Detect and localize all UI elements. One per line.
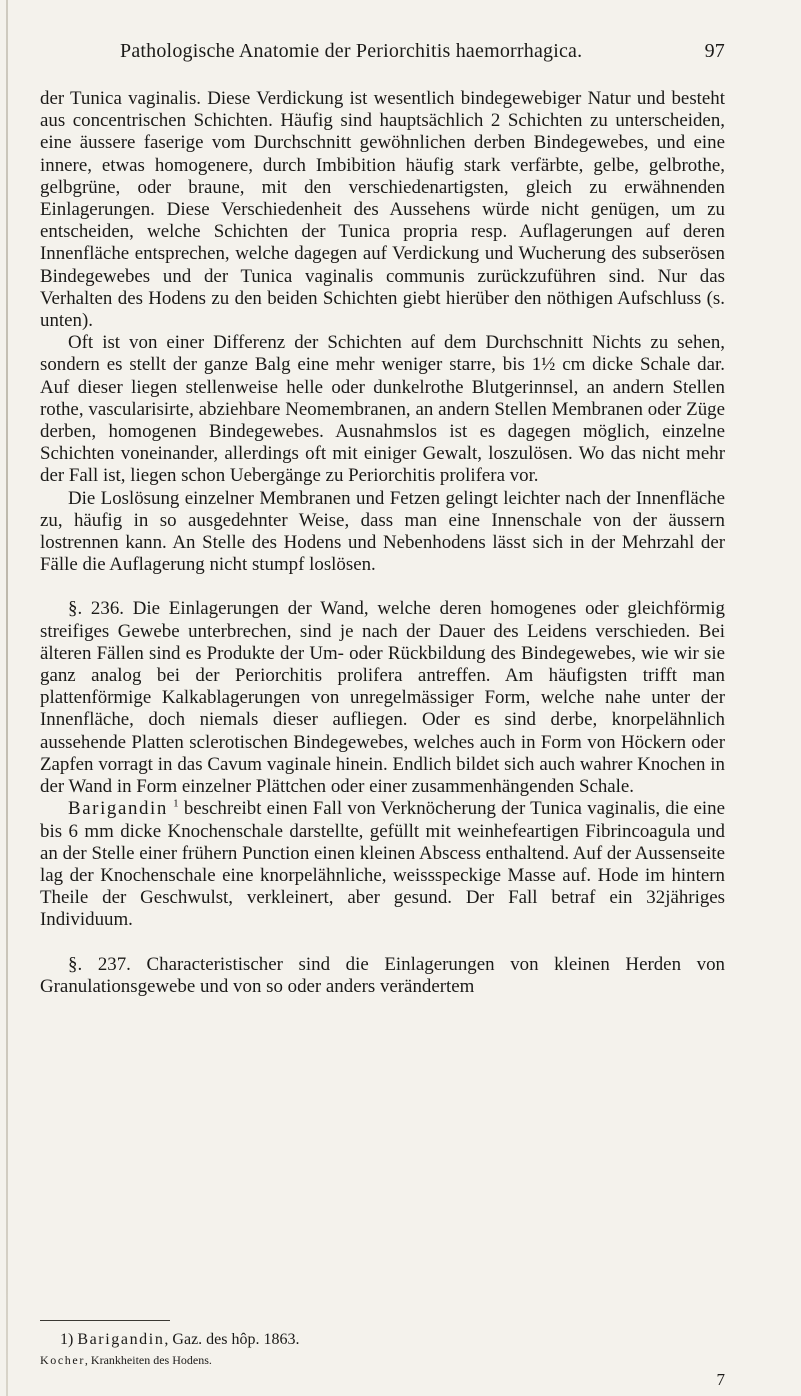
paragraph-2: Oft ist von einer Differenz der Schichten auf dem Durchschnitt Nichts zu sehen, sondern es stellt der ganze Balg eine mehr weniger starre, bis 1½ cm dicke Schale dar. Auf dieser liegen stellenweise helle oder dunkelrothe Blutgerinnsel, an andern Stellen rothe, vascularisirte, abziehbare Neomembranen, an andern Stellen Membranen oder Züge derben, homogenen Bindegewebes. Ausnahmslos ist es dagegen möglich, einzelne Schichten voneinander, allerdings oft mit einiger Gewalt, loszulösen. Wo das nicht mehr der Fall ist, liegen schon Uebergänge zu Periorchitis prolifera vor. xyxy=(40,332,725,487)
page-number: 97 xyxy=(704,40,725,62)
page-edge-shadow xyxy=(6,0,8,1396)
source-author: Kocher xyxy=(40,1353,85,1367)
footnote-citation: , Gaz. des hôp. 1863. xyxy=(164,1331,300,1348)
signature-mark: 7 xyxy=(716,1370,725,1389)
footnote-marker: 1) xyxy=(60,1331,74,1348)
footnote-author: Barigandin xyxy=(77,1331,165,1348)
paragraph-section-236: §. 236. Die Einlagerungen der Wand, welche deren homogenes oder gleichförmig streifiges Gewebe unterbrechen, sind je nach der Dauer des Leidens verschieden. Bei älteren Fällen sind es Produkte der Um- oder Rückbildung des Bindegewebes, wie wir sie ganz analog bei der Periorchitis prolifera antreffen. Am häufigsten trifft man plattenförmige Kalkablagerungen von unregelmässiger Form, welche nahe unter der Innenfläche, doch niemals dieser aufliegen. Oder es sind derbe, knorpelähnlich aussehende Platten sclerotischen Bindegewebes, welches auch in Form von Höckern oder Zapfen vorragt in das Cavum vaginale hinein. Endlich bildet sich auch wahrer Knochen in der Wand in Form einzelner Plättchen oder einer zusammenhängenden Schale. xyxy=(40,598,725,798)
author-name: Barigandin xyxy=(68,798,168,820)
paragraph-barigandin-text: beschreibt einen Fall von Verknöcherung der Tunica vaginalis, die eine bis 6 mm dicke Knochenschale darstellte, gefüllt mit weinhefeartigen Fibrincoagula und an der Stelle einer frühern Punction einen kleinen Abscess enthaltend. Auf der Aussenseite lag der Knochenschale eine knorpelähnliche, weissspeckige Masse auf. Hode im hintern Theile der Geschwulst, verkleinert, aber gesund. Der Fall betraf ein 32jähriges Individuum. xyxy=(40,798,725,931)
paragraph-barigandin xyxy=(40,798,725,931)
running-header xyxy=(120,40,725,63)
footnote-divider xyxy=(40,1320,170,1321)
footnote-reference: 1 xyxy=(173,798,179,810)
paragraph-3: Die Loslösung einzelner Membranen und Fetzen gelingt leichter nach der Innenfläche zu, häufig in so ausgedehnter Weise, dass man eine Innenschale von der äussern lostrennen kann. An Stelle des Hodens und Nebenhodens lässt sich in der Mehrzahl der Fälle die Auflagerung nicht stumpf loslösen. xyxy=(40,487,725,576)
paragraph-section-237: §. 237. Characteristischer sind die Einlagerungen von kleinen Herden von Granulationsgewebe und von so oder anders verändertem xyxy=(40,953,725,997)
footnote xyxy=(40,1330,725,1370)
footnote-line-1 xyxy=(40,1330,725,1350)
source-title: , Krankheiten des Hodens. xyxy=(84,1353,212,1367)
body-text xyxy=(40,88,725,998)
paragraph-1: der Tunica vaginalis. Diese Verdickung ist wesentlich bindegewebiger Natur und besteht aus concentrischen Schichten. Häufig sind hauptsächlich 2 Schichten zu unterscheiden, eine äussere faserige vom Durchschnitt gewöhnlichen derben Bindegewebes, und eine innere, etwas homogenere, durch Imbibition häufig stark verfärbte, gelbe, gelbrothe, gelbgrüne, oder braune, mit den verschiedenartigsten, gleich zu erwähnenden Einlagerungen. Diese Verschiedenheit des Aussehens würde nicht genügen, um zu entscheiden, welche Schichten der Tunica propria resp. Auflagerungen auf deren Innenfläche entsprechen, welche dagegen auf Verdickung und Wucherung des subserösen Bindegewebes und der Tunica vaginalis communis zurückzuführen sind. Nur das Verhalten des Hodens zu den beiden Schichten giebt hierüber den nöthigen Aufschluss (s. unten). xyxy=(40,88,725,332)
running-header-title: Pathologische Anatomie der Periorchitis haemorrhagica. xyxy=(120,40,583,62)
footnote-line-2 xyxy=(40,1350,725,1370)
